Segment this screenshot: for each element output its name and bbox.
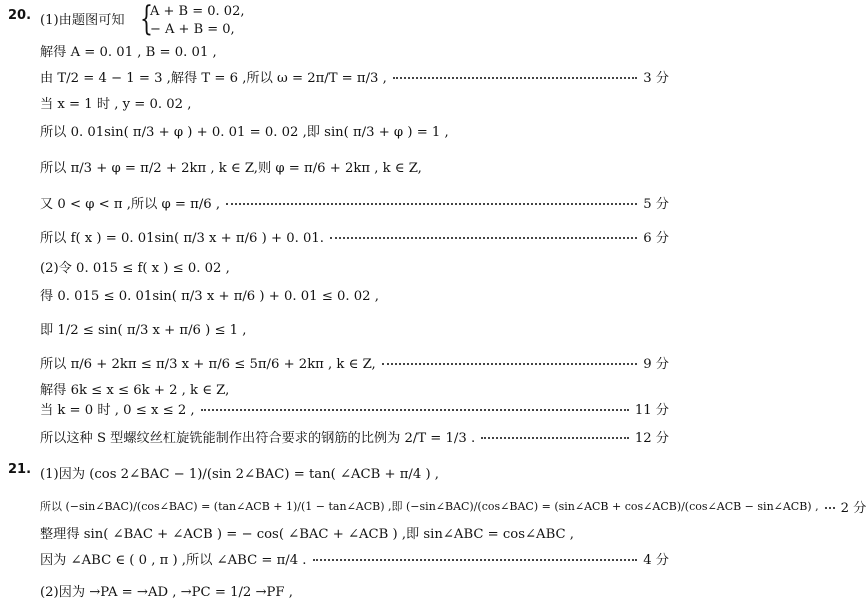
score-marker: 4 分 [643,552,669,568]
equation-line: − A + B = 0, [150,22,235,37]
problem-number: 20. [8,8,32,23]
solution-line: 即 1/2 ≤ sin( π/3 x + π/6 ) ≤ 1 , [40,322,247,338]
dot-leader [226,203,637,205]
solution-line: 解得 A = 0. 01 , B = 0. 01 , [40,44,217,60]
dot-leader [825,507,835,509]
score-marker: 6 分 [643,230,669,246]
solution-line: 所以 f( x ) = 0. 01sin( π/3 x + π/6 ) + 0. 01. 6 分 [40,226,669,246]
solution-line: (1)由题图可知 [40,12,125,28]
solution-line: 整理得 sin( ∠BAC + ∠ACB ) = − cos( ∠BAC + ∠ACB ) ,即 sin∠ABC = cos∠ABC , [40,526,574,542]
score-marker: 9 分 [643,356,669,372]
problem-number: 21. [8,462,32,477]
solution-line: 所以 π/6 + 2kπ ≤ π/3 x + π/6 ≤ 5π/6 + 2kπ , k ∈ Z, 9 分 [40,352,669,372]
dot-leader [313,559,638,561]
solution-line: 当 k = 0 时 , 0 ≤ x ≤ 2 , 11 分 [40,398,669,418]
dot-leader [201,409,629,411]
dot-leader [330,237,637,239]
score-marker: 11 分 [634,402,669,418]
solution-line: 得 0. 015 ≤ 0. 01sin( π/3 x + π/6 ) + 0. 01 ≤ 0. 02 , [40,288,379,304]
solution-line: 当 x = 1 时 , y = 0. 02 , [40,96,192,112]
score-marker: 12 分 [634,430,669,446]
solution-line: (2)令 0. 015 ≤ f( x ) ≤ 0. 02 , [40,260,230,276]
dot-leader [481,437,629,439]
equation-line: A + B = 0. 02, [150,4,245,19]
score-marker: 5 分 [643,196,669,212]
score-marker: 3 分 [643,70,669,86]
solution-line: 所以这种 S 型螺纹丝杠旋铣能制作出符合要求的钢筋的比例为 2/T = 1/3 . 12 分 [40,426,669,446]
solution-line: 由 T/2 = 4 − 1 = 3 ,解得 T = 6 ,所以 ω = 2π/T = π/3 , 3 分 [40,66,669,86]
solution-line: 所以 π/3 + φ = π/2 + 2kπ , k ∈ Z,则 φ = π/6 + 2kπ , k ∈ Z, [40,160,422,176]
equation-system-brace: { [140,0,153,39]
solution-line: (2)因为 →PA = →AD , →PC = 1/2 →PF , [40,584,293,600]
solution-line: 解得 6k ≤ x ≤ 6k + 2 , k ∈ Z, [40,382,230,398]
solution-line: 所以 0. 01sin( π/3 + φ ) + 0. 01 = 0. 02 ,即 sin( π/3 + φ ) = 1 , [40,124,449,140]
solution-line: (1)因为 (cos 2∠BAC − 1)/(sin 2∠BAC) = tan( ∠ACB + π/4 ) , [40,466,439,482]
solution-line: 所以 (−sin∠BAC)/(cos∠BAC) = (tan∠ACB + 1)/(1 − tan∠ACB) ,即 (−sin∠BAC)/(cos∠BAC) = (sin∠ACB + cos∠ACB)/(cos∠ACB − sin∠ACB) , 2 分 [40,496,669,516]
solution-line: 因为 ∠ABC ∈ ( 0 , π ) ,所以 ∠ABC = π/4 . 4 分 [40,548,669,568]
dot-leader [382,363,638,365]
score-marker: 2 分 [840,500,866,516]
dot-leader [393,77,637,79]
solution-line: 又 0 < φ < π ,所以 φ = π/6 , 5 分 [40,192,669,212]
